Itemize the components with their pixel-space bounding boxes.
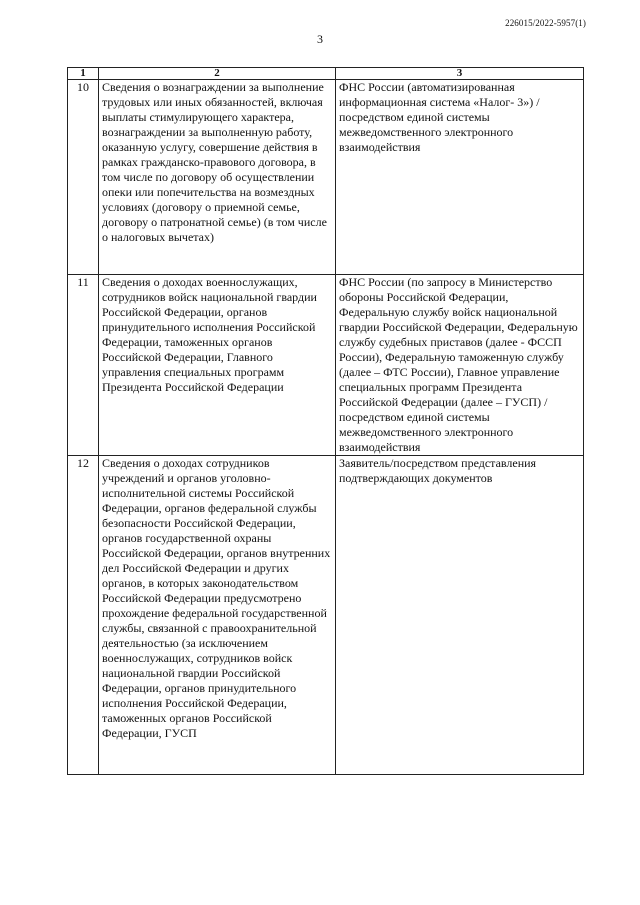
row-source: Заявитель/посредством представления подтверждающих документов [336, 456, 584, 775]
row-description: Сведения о доходах сотрудников учреждений и органов уголовно-исполнительной системы Российской Федерации, органов федеральной службы безопасности Российской Федерации, органов государственной охраны Российской Федерации, органов внутренних дел Российской Федерации и других органов, в которых законодательством Российской Федерации предусмотрено прохождение федеральной государственной службы, связанной с правоохранительной деятельностью (за исключением военнослужащих, сотрудников войск национальной гвардии Российской Федерации, органов принудительного исполнения Российской Федерации, таможенных органов Российской Федерации, ГУСП [99, 456, 336, 775]
document-code: 226015/2022-5957(1) [505, 18, 586, 28]
row-description: Сведения о вознаграждении за выполнение трудовых или иных обязанностей, включая выплаты стимулирующего характера, вознаграждении за выполненную работу, оказанную услугу, совершение действия в рамках гражданско-правового договора, в том числе по договору об осуществлении опеки или попечительства на возмездных условиях (договору о приемной семье, договору о патронатной семье) (в том числе о налоговых вычетах) [99, 80, 336, 275]
row-source: ФНС России (автоматизированная информационная система «Налог- 3») /посредством единой системы межведомственного электронного взаимодействия [336, 80, 584, 275]
row-number: 10 [68, 80, 99, 275]
documents-table [67, 67, 584, 775]
table-row [68, 275, 584, 456]
column-header-3: 3 [336, 68, 584, 80]
row-source: ФНС России (по запросу в Министерство обороны Российской Федерации, Федеральную службу войск национальной гвардии Российской Федерации, Федеральную службу судебных приставов (далее - ФССП России), Федеральную таможенную службу (далее – ФТС России), Главное управление специальных программ Президента Российской Федерации (далее – ГУСП) /посредством единой системы межведомственного электронного взаимодействия [336, 275, 584, 456]
row-description: Сведения о доходах военнослужащих, сотрудников войск национальной гвардии Российской Федерации, органов принудительного исполнения Российской Федерации, таможенных органов Российской Федерации, Главного управления специальных программ Президента Российской Федерации [99, 275, 336, 456]
table-header-row [68, 68, 584, 80]
row-number: 11 [68, 275, 99, 456]
row-number: 12 [68, 456, 99, 775]
table-row [68, 456, 584, 775]
table-row [68, 80, 584, 275]
page-number: 3 [317, 32, 323, 46]
column-header-1: 1 [68, 68, 99, 80]
column-header-2: 2 [99, 68, 336, 80]
